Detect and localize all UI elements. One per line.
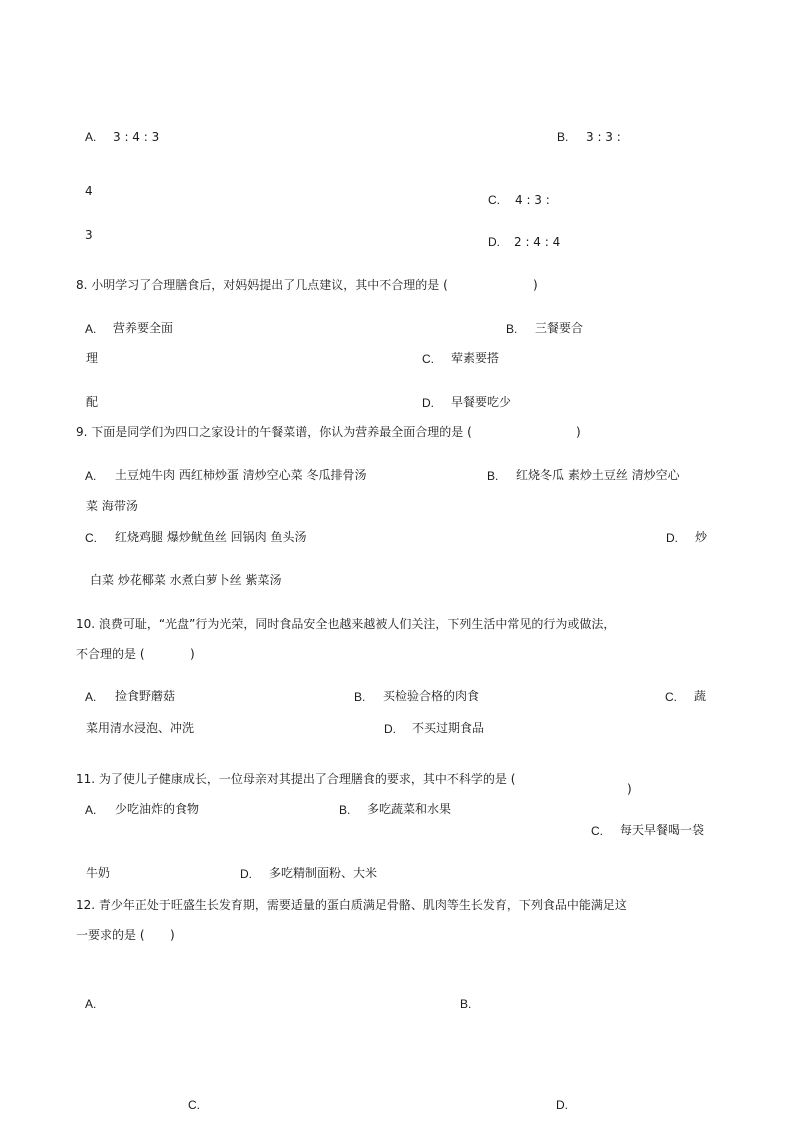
q12-close-paren: ) [170,928,175,942]
q8-option-b-text: 三餐要合 [535,321,584,335]
q11-stem: 11. 为了使儿子健康成长，一位母亲对其提出了合理膳食的要求，其中不科学的是 ( [76,772,516,786]
q10-stem-line1: 10. 浪费可耻，“光盘”行为光荣，同时食品安全也越来越被人们关注，下列生活中常见的行为或做法， [76,617,616,631]
q9-option-c-text: 红烧鸡腿 爆炒鱿鱼丝 回锅肉 鱼头汤 [115,530,307,544]
q9-stem: 9. 下面是同学们为四口之家设计的午餐菜谱，你认为营养最全面合理的是 ( [76,425,472,439]
q9-option-a-text: 土豆炖牛肉 西红柿炒蛋 清炒空心菜 冬瓜排骨汤 [115,468,367,482]
q9-option-d-text: 炒 [695,530,708,544]
q12-stem-line2: 一要求的是 ( [76,928,145,942]
q11-option-b-text: 多吃蔬菜和水果 [367,802,452,816]
q8-option-b-continued: 理 [86,351,99,365]
q7-option-c-text: 4 : 3 : [515,193,550,207]
q11-option-c-text: 每天早餐喝一袋 [620,823,705,837]
q8-option-d-label: D. [422,396,434,410]
q9-option-b-label: B. [487,469,499,483]
q9-close-paren: ) [576,425,581,439]
q11-option-c-continued: 牛奶 [86,866,111,880]
q8-option-c-continued: 配 [86,395,99,409]
q7-option-a-continued-2: 3 [85,228,93,242]
q11-option-d-text: 多吃精制面粉、大米 [269,866,378,880]
q9-option-b-text: 红烧冬瓜 素炒土豆丝 清炒空心 [516,468,680,482]
q8-option-c-text: 荤素要搭 [451,351,500,365]
q11-option-c-label: C. [591,824,603,838]
q7-option-d-text: 2 : 4 : 4 [514,235,561,249]
q8-close-paren: ) [533,278,538,292]
q8-option-c-label: C. [422,352,434,366]
q7-option-a-continued-1: 4 [85,184,93,198]
q7-option-c-label: C. [488,193,500,207]
q10-option-a-label: A. [85,690,97,704]
q8-option-b-label: B. [506,322,518,336]
q11-option-d-label: D. [240,867,252,881]
q7-option-a-label: A. [85,130,97,144]
q9-option-c-label: C. [85,531,97,545]
q11-option-a-text: 少吃油炸的食物 [115,802,200,816]
q7-option-b-text: 3 : 3 : [586,130,621,144]
q10-option-a-text: 捡食野蘑菇 [115,689,176,703]
q10-option-d-text: 不买过期食品 [412,721,485,735]
q12-option-c-label: C. [188,1098,200,1112]
q8-option-a-label: A. [85,322,97,336]
q10-option-c-label: C. [665,690,677,704]
q8-stem: 8. 小明学习了合理膳食后，对妈妈提出了几点建议，其中不合理的是 ( [76,278,448,292]
q10-option-b-text: 买检验合格的肉食 [383,689,480,703]
q12-option-d-label: D. [556,1098,568,1112]
q10-option-c-text: 蔬 [694,689,707,703]
q9-option-a-label: A. [85,469,97,483]
q9-option-d-label: D. [666,531,678,545]
q11-close-paren: ) [627,782,632,796]
q11-option-b-label: B. [339,803,351,817]
q10-close-paren: ) [190,647,195,661]
q10-stem-line2: 不合理的是 ( [76,647,145,661]
q11-option-a-label: A. [85,803,97,817]
q9-option-b-continued: 菜 海带汤 [86,499,138,513]
q12-stem-line1: 12. 青少年正处于旺盛生长发育期，需要适量的蛋白质满足骨骼、肌肉等生长发育，下列食品中能满足这 [76,898,627,912]
q12-option-a-label: A. [85,997,97,1011]
q12-option-b-label: B. [460,997,472,1011]
q7-option-b-label: B. [557,130,569,144]
q7-option-d-label: D. [488,235,500,249]
q7-option-a-text: 3 : 4 : 3 [113,130,160,144]
q10-option-b-label: B. [354,690,366,704]
q10-option-d-label: D. [384,722,396,736]
q10-option-c-continued: 菜用清水浸泡、冲洗 [86,721,195,735]
q8-option-a-text: 营养要全面 [113,321,174,335]
q8-option-d-text: 早餐要吃少 [451,395,512,409]
q9-option-d-continued: 白菜 炒花椰菜 水煮白萝卜丝 紫菜汤 [90,573,282,587]
